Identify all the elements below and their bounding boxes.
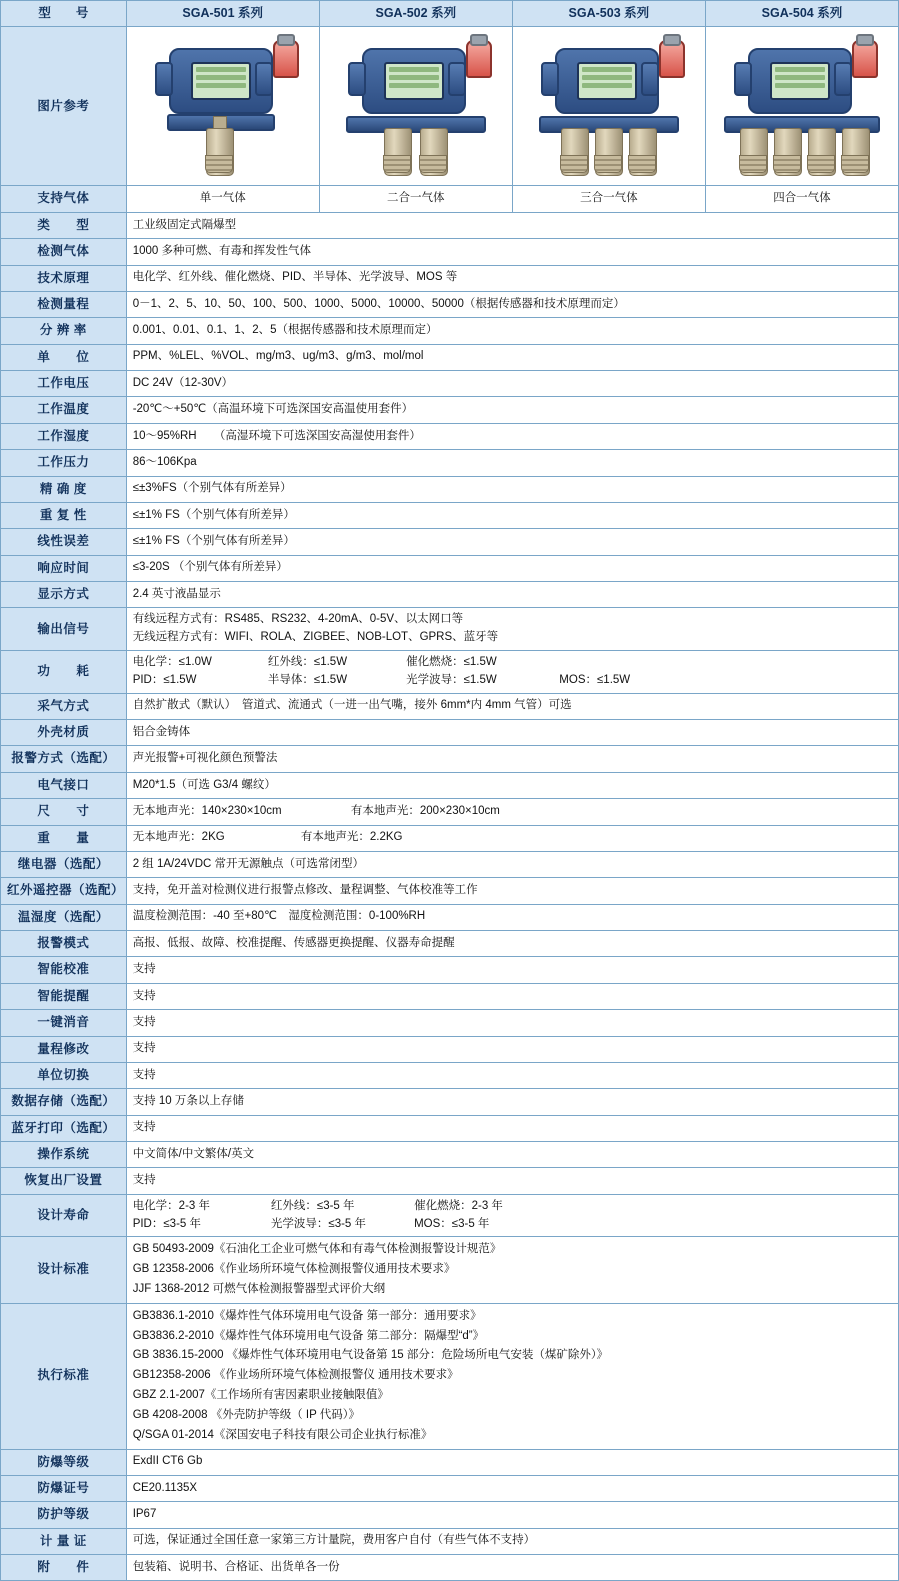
table-row-images — [1, 27, 899, 186]
table-row-voltage — [1, 371, 899, 397]
row-value-dimension — [126, 799, 898, 825]
row-value-accessories: 包装箱、说明书、合格证、出货单各一份 — [126, 1555, 898, 1581]
row-value-smart-calibration: 支持 — [126, 957, 898, 983]
row-label-exec-standard: 执行标准 — [1, 1303, 127, 1449]
row-value-range-modify: 支持 — [126, 1036, 898, 1062]
table-row-range-modify — [1, 1036, 899, 1062]
row-label-sampling: 采气方式 — [1, 693, 127, 719]
row-value-operating-system: 中文简体/中文繁体/英文 — [126, 1142, 898, 1168]
row-value-voltage: DC 24V（12-30V） — [126, 371, 898, 397]
model-502: SGA-502 系列 — [319, 1, 512, 27]
row-label-temperature: 工作温度 — [1, 397, 127, 423]
row-label-electrical-interface: 电气接口 — [1, 772, 127, 798]
dimension-with-alarm: 有本地声光：200×230×10cm — [350, 804, 500, 817]
row-label-alarm-modes: 报警模式 — [1, 931, 127, 957]
table-row-electrical-interface — [1, 772, 899, 798]
exec-standard-item-3: GB 3836.15-2000 《爆炸性气体环境用电气设备第 15 部分：危险场所电气安装（煤矿除外）》 — [132, 1349, 609, 1362]
dimension-without-alarm: 无本地声光：140×230×10cm — [132, 804, 282, 817]
table-row-tech-principle — [1, 265, 899, 291]
row-value-bluetooth-print: 支持 — [126, 1115, 898, 1141]
table-row-operating-system — [1, 1142, 899, 1168]
gas-detector-illustration-1 — [133, 32, 313, 180]
row-value-temperature: -20℃～+50℃（高温环境下可选深国安高温使用套件） — [126, 397, 898, 423]
row-value-range: 0－1、2、5、10、50、100、500、1000、5000、10000、50000（根据传感器和技术原理而定） — [126, 291, 898, 317]
exec-standard-item-1: GB3836.1-2010《爆炸性气体环境用电气设备 第一部分：通用要求》 — [132, 1309, 482, 1322]
row-value-ir-remote: 支持，免开盖对检测仪进行报警点修改、量程调整、气体校准等工作 — [126, 878, 898, 904]
table-row-temperature — [1, 397, 899, 423]
row-label-unit: 单 位 — [1, 344, 127, 370]
row-label-images: 图片参考 — [1, 27, 127, 186]
row-label-detect-gas: 检测气体 — [1, 239, 127, 265]
table-row-range — [1, 291, 899, 317]
row-label-design-life: 设计寿命 — [1, 1194, 127, 1237]
row-value-data-storage: 支持 10 万条以上存储 — [126, 1089, 898, 1115]
table-row-smart-reminder — [1, 983, 899, 1009]
exec-standard-item-7: Q/SGA 01-2014《深国安电子科技有限公司企业执行标准》 — [132, 1428, 433, 1441]
row-value-linearity: ≤±1% FS（个别气体有所差异） — [126, 529, 898, 555]
exec-standard-item-2: GB3836.2-2010《爆炸性气体环境用电气设备 第二部分：隔爆型“d”》 — [132, 1329, 485, 1342]
table-row-ir-remote — [1, 878, 899, 904]
table-row-relay — [1, 851, 899, 877]
row-value-exec-standard — [126, 1303, 898, 1449]
table-row-repeatability — [1, 502, 899, 528]
table-row-output-signal — [1, 608, 899, 651]
row-value-type: 工业级固定式隔爆型 — [126, 212, 898, 238]
life-optical-waveguide: 光学波导：≤3-5 年 — [270, 1217, 367, 1230]
row-label-ip-rating: 防护等级 — [1, 1502, 127, 1528]
life-pid: PID：≤3-5 年 — [132, 1217, 201, 1230]
row-value-relay: 2 组 1A/24VDC 常开无源触点（可选常闭型） — [126, 851, 898, 877]
power-mos: MOS：≤1.5W — [559, 673, 631, 686]
life-line-2 — [133, 1216, 892, 1234]
product-image-504 — [705, 27, 898, 186]
row-label-one-key-mute: 一键消音 — [1, 1010, 127, 1036]
table-row-bluetooth-print — [1, 1115, 899, 1141]
row-label-data-storage: 数据存储（选配） — [1, 1089, 127, 1115]
table-row-pressure — [1, 450, 899, 476]
supported-gas-501: 单一气体 — [126, 186, 319, 212]
table-row-humidity — [1, 423, 899, 449]
model-501: SGA-501 系列 — [126, 1, 319, 27]
weight-without-alarm: 无本地声光：2KG — [132, 831, 225, 844]
row-label-range-modify: 量程修改 — [1, 1036, 127, 1062]
row-value-sampling: 自然扩散式（默认） 管道式、流通式（一进一出气嘴，接外 6mm*内 4mm 气管）可选 — [126, 693, 898, 719]
row-value-design-life — [126, 1194, 898, 1237]
row-label-type: 类 型 — [1, 212, 127, 238]
table-row-linearity — [1, 529, 899, 555]
row-value-tech-principle: 电化学、红外线、催化燃烧、PID、半导体、光学波导、MOS 等 — [126, 265, 898, 291]
product-image-503 — [512, 27, 705, 186]
row-value-electrical-interface: M20*1.5（可选 G3/4 螺纹） — [126, 772, 898, 798]
row-value-alarm-modes: 高报、低报、故障、校准提醒、传感器更换提醒、仪器寿命提醒 — [126, 931, 898, 957]
row-label-display: 显示方式 — [1, 582, 127, 608]
model-504: SGA-504 系列 — [705, 1, 898, 27]
row-value-one-key-mute: 支持 — [126, 1010, 898, 1036]
table-row-design-standard — [1, 1237, 899, 1303]
table-row-accuracy — [1, 476, 899, 502]
row-value-pressure: 86～106Kpa — [126, 450, 898, 476]
table-row-display — [1, 582, 899, 608]
table-row-model — [1, 1, 899, 27]
table-row-data-storage — [1, 1089, 899, 1115]
row-label-dimension: 尺 寸 — [1, 799, 127, 825]
table-row-type — [1, 212, 899, 238]
row-label-repeatability: 重 复 性 — [1, 502, 127, 528]
life-infrared: 红外线：≤3-5 年 — [270, 1199, 355, 1212]
row-label-operating-system: 操作系统 — [1, 1142, 127, 1168]
row-value-repeatability: ≤±1% FS（个别气体有所差异） — [126, 502, 898, 528]
life-mos: MOS：≤3-5 年 — [414, 1217, 490, 1230]
design-standard-item-2: GB 12358-2006《作业场所环境气体检测报警仪通用技术要求》 — [132, 1263, 456, 1276]
design-standard-item-3: JJF 1368-2012 可燃气体检测报警器型式评价大纲 — [132, 1283, 386, 1295]
table-row-one-key-mute — [1, 1010, 899, 1036]
output-signal-wired: 有线远程方式有：RS485、RS232、4-20mA、0-5V、以太网口等 — [132, 613, 464, 626]
table-row-factory-reset — [1, 1168, 899, 1194]
table-row-sampling — [1, 693, 899, 719]
supported-gas-503: 三合一气体 — [512, 186, 705, 212]
product-image-502 — [319, 27, 512, 186]
life-catalytic: 催化燃烧：2-3 年 — [414, 1199, 503, 1212]
table-row-power — [1, 651, 899, 694]
table-row-resolution — [1, 318, 899, 344]
row-value-display: 2.4 英寸液晶显示 — [126, 582, 898, 608]
table-row-housing-material — [1, 720, 899, 746]
table-row-exec-standard — [1, 1303, 899, 1449]
row-value-resolution: 0.001、0.01、0.1、1、2、5（根据传感器和技术原理而定） — [126, 318, 898, 344]
row-value-design-standard — [126, 1237, 898, 1303]
row-label-smart-calibration: 智能校准 — [1, 957, 127, 983]
supported-gas-504: 四合一气体 — [705, 186, 898, 212]
supported-gas-502: 二合一气体 — [319, 186, 512, 212]
table-row-alarm-modes — [1, 931, 899, 957]
row-value-accuracy: ≤±3%FS（个别气体有所差异） — [126, 476, 898, 502]
power-pid: PID：≤1.5W — [132, 673, 197, 686]
table-row-accessories — [1, 1555, 899, 1581]
exec-standard-item-5: GBZ 2.1-2007《工作场所有害因素职业接触限值》 — [132, 1389, 389, 1402]
row-value-smart-reminder: 支持 — [126, 983, 898, 1009]
life-line-1 — [133, 1198, 892, 1216]
power-catalytic: 催化燃烧：≤1.5W — [406, 656, 497, 668]
row-value-response-time: ≤3-20S （个别气体有所差异） — [126, 555, 898, 581]
product-image-501 — [126, 27, 319, 186]
row-label-housing-material: 外壳材质 — [1, 720, 127, 746]
row-label-range: 检测量程 — [1, 291, 127, 317]
row-label-model: 型 号 — [1, 1, 127, 27]
row-label-humidity: 工作湿度 — [1, 423, 127, 449]
table-row-weight — [1, 825, 899, 851]
row-label-accessories: 附 件 — [1, 1555, 127, 1581]
row-label-bluetooth-print: 蓝牙打印（选配） — [1, 1115, 127, 1141]
row-value-power — [126, 651, 898, 694]
row-label-ex-rating: 防爆等级 — [1, 1449, 127, 1475]
row-label-relay: 继电器（选配） — [1, 851, 127, 877]
row-label-supported-gas: 支持气体 — [1, 186, 127, 212]
row-label-voltage: 工作电压 — [1, 371, 127, 397]
table-row-metrology-certificate — [1, 1528, 899, 1554]
row-label-ex-certificate: 防爆证号 — [1, 1475, 127, 1501]
row-value-alarm-mode-option: 声光报警+可视化颜色预警法 — [126, 746, 898, 772]
table-row-ex-rating — [1, 1449, 899, 1475]
row-label-weight: 重 量 — [1, 825, 127, 851]
table-row-alarm-mode-option — [1, 746, 899, 772]
table-row-design-life — [1, 1194, 899, 1237]
power-optical-waveguide: 光学波导：≤1.5W — [406, 673, 497, 686]
gas-detector-illustration-2 — [326, 32, 506, 180]
table-row-temp-humidity-option — [1, 904, 899, 930]
table-row-smart-calibration — [1, 957, 899, 983]
row-value-weight — [126, 825, 898, 851]
table-row-supported-gas — [1, 186, 899, 212]
row-label-metrology-certificate: 计 量 证 — [1, 1528, 127, 1554]
row-value-factory-reset: 支持 — [126, 1168, 898, 1194]
row-label-factory-reset: 恢复出厂设置 — [1, 1168, 127, 1194]
table-row-unit-switch — [1, 1062, 899, 1088]
row-label-ir-remote: 红外遥控器（选配） — [1, 878, 127, 904]
row-value-humidity: 10～95%RH （高湿环境下可选深国安高湿使用套件） — [126, 423, 898, 449]
row-value-detect-gas: 1000 多种可燃、有毒和挥发性气体 — [126, 239, 898, 265]
row-value-ip-rating: IP67 — [126, 1502, 898, 1528]
row-label-response-time: 响应时间 — [1, 555, 127, 581]
row-label-accuracy: 精 确 度 — [1, 476, 127, 502]
power-semiconductor: 半导体：≤1.5W — [267, 673, 348, 686]
power-electrochemical: 电化学：≤1.0W — [132, 656, 212, 668]
row-value-unit-switch: 支持 — [126, 1062, 898, 1088]
exec-standard-item-6: GB 4208-2008 《外壳防护等级（ IP 代码）》 — [132, 1408, 360, 1421]
row-label-tech-principle: 技术原理 — [1, 265, 127, 291]
row-value-ex-certificate: CE20.1135X — [126, 1475, 898, 1501]
row-label-power: 功 耗 — [1, 651, 127, 694]
table-row-detect-gas — [1, 239, 899, 265]
table-row-unit — [1, 344, 899, 370]
row-value-output-signal — [126, 608, 898, 651]
row-label-unit-switch: 单位切换 — [1, 1062, 127, 1088]
gas-detector-illustration-3 — [519, 32, 699, 180]
row-value-ex-rating: ExdII CT6 Gb — [126, 1449, 898, 1475]
power-infrared: 红外线：≤1.5W — [267, 656, 348, 668]
table-row-ex-certificate — [1, 1475, 899, 1501]
output-signal-wireless: 无线远程方式有：WIFI、ROLA、ZIGBEE、NOB-LOT、GPRS、蓝牙等 — [132, 631, 499, 644]
row-value-temp-humidity-option: 温度检测范围：-40 至+80℃ 湿度检测范围：0-100%RH — [126, 904, 898, 930]
exec-standard-item-4: GB12358-2006 《作业场所环境气体检测报警仪 通用技术要求》 — [132, 1369, 459, 1382]
weight-with-alarm: 有本地声光：2.2KG — [300, 831, 403, 844]
row-value-housing-material: 铝合金铸体 — [126, 720, 898, 746]
table-row-response-time — [1, 555, 899, 581]
model-503: SGA-503 系列 — [512, 1, 705, 27]
row-value-metrology-certificate: 可选，保证通过全国任意一家第三方计量院，费用客户自付（有些气体不支持） — [126, 1528, 898, 1554]
gas-detector-illustration-4 — [712, 32, 892, 180]
row-label-resolution: 分 辨 率 — [1, 318, 127, 344]
row-label-smart-reminder: 智能提醒 — [1, 983, 127, 1009]
row-label-linearity: 线性误差 — [1, 529, 127, 555]
table-row-ip-rating — [1, 1502, 899, 1528]
design-standard-item-1: GB 50493-2009《石油化工企业可燃气体和有毒气体检测报警设计规范》 — [132, 1243, 502, 1256]
row-label-output-signal: 输出信号 — [1, 608, 127, 651]
power-line-2 — [133, 672, 892, 690]
row-value-unit: PPM、%LEL、%VOL、mg/m3、ug/m3、g/m3、mol/mol — [126, 344, 898, 370]
table-row-dimension — [1, 799, 899, 825]
row-label-temp-humidity-option: 温湿度（选配） — [1, 904, 127, 930]
row-label-pressure: 工作压力 — [1, 450, 127, 476]
row-label-alarm-mode-option: 报警方式（选配） — [1, 746, 127, 772]
row-label-design-standard: 设计标准 — [1, 1237, 127, 1303]
power-line-1 — [133, 654, 892, 672]
life-electrochemical: 电化学：2-3 年 — [132, 1199, 211, 1212]
